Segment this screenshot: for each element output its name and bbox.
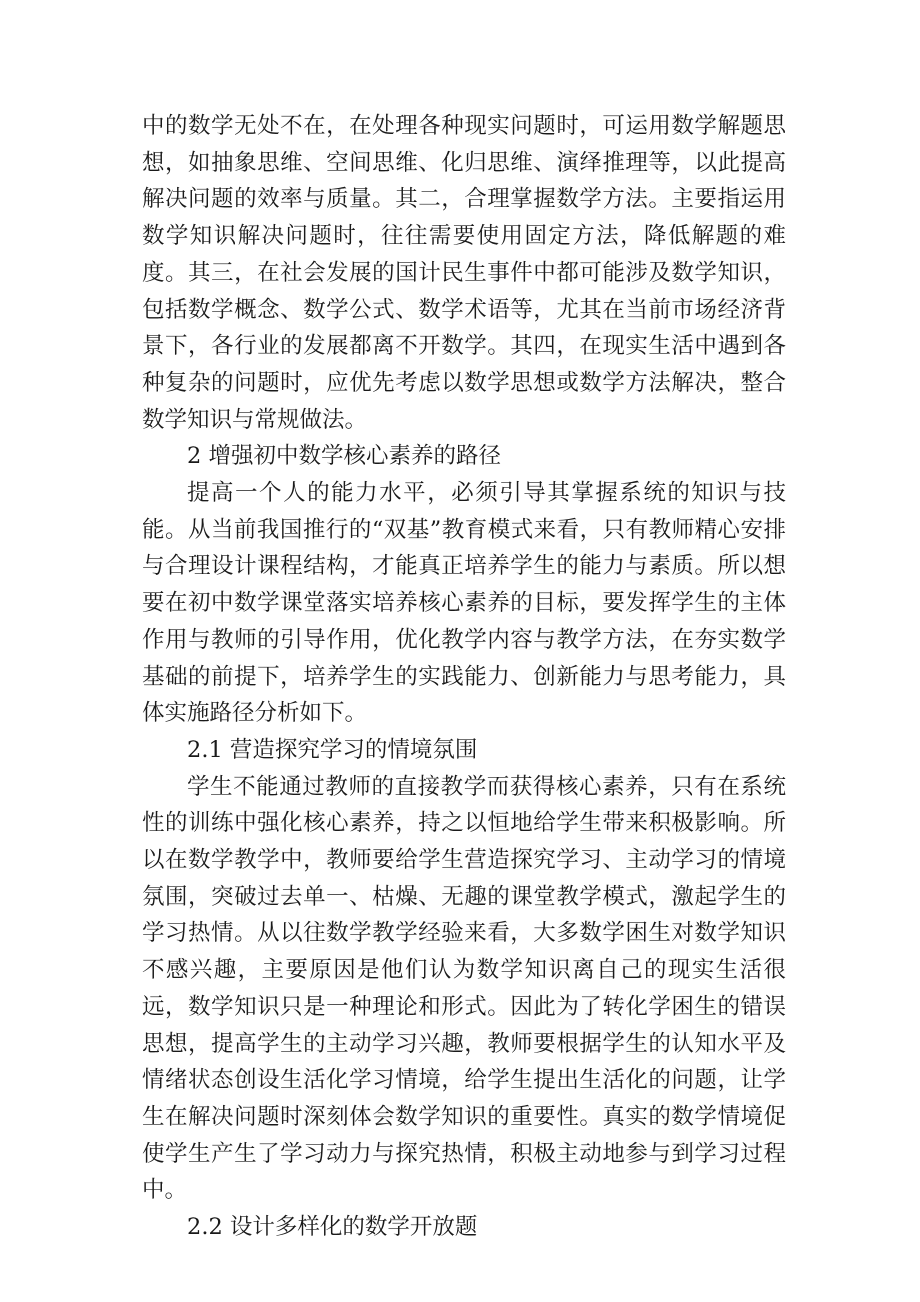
section-heading-2: 2 增强初中数学核心素养的路径 xyxy=(187,443,501,470)
paragraph-continuation: 中的数学无处不在，在处理各种现实问题时，可运用数学解题思想，如抽象思维、空间思维、化归思维、演绎推理等，以此提高解决问题的效率与质量。其二，合理掌握数学方法。主要指运用数学知识解决问题时，往往需要使用固定方法，降低解题的难度。其三，在社会发展的国计民生事件中都可能涉及数学知识，包括数学概念、数学公式、数学术语等，尤其在当前市场经济背景下，各行业的发展都离不开数学。其四，在现实生活中遇到各种复杂的问题时，应优先考虑以数学思想或数学方法解决，整合数学知识与常规做法。 xyxy=(142,113,786,433)
section-heading-2-1: 2.1 营造探究学习的情境氛围 xyxy=(187,736,478,763)
document-page xyxy=(142,108,786,1246)
section-heading-2-2: 2.2 设计多样化的数学开放题 xyxy=(187,1214,478,1241)
paragraph-section-2-1: 学生不能通过教师的直接教学而获得核心素养，只有在系统性的训练中强化核心素养，持之以恒地给学生带来积极影响。所以在数学教学中，教师要给学生营造探究学习、主动学习的情境氛围，突破过去单一、枯燥、无趣的课堂教学模式，激起学生的学习热情。从以往数学教学经验来看，大多数学困生对数学知识不感兴趣，主要原因是他们认为数学知识离自己的现实生活很远，数学知识只是一种理论和形式。因此为了转化学困生的错误思想，提高学生的主动学习兴趣，教师要根据学生的认知水平及情绪状态创设生活化学习情境，给学生提出生活化的问题，让学生在解决问题时深刻体会数学知识的重要性。真实的数学情境促使学生产生了学习动力与探究热情，积极主动地参与到学习过程中。 xyxy=(142,773,786,1204)
paragraph-section-2-intro: 提高一个人的能力水平，必须引导其掌握系统的知识与技能。从当前我国推行的“双基”教育模式来看，只有教师精心安排与合理设计课程结构，才能真正培养学生的能力与素质。所以想要在初中数学课堂落实培养核心素养的目标，要发挥学生的主体作用与教师的引导作用，优化教学内容与教学方法，在夯实数学基础的前提下，培养学生的实践能力、创新能力与思考能力，具体实施路径分析如下。 xyxy=(142,480,786,727)
